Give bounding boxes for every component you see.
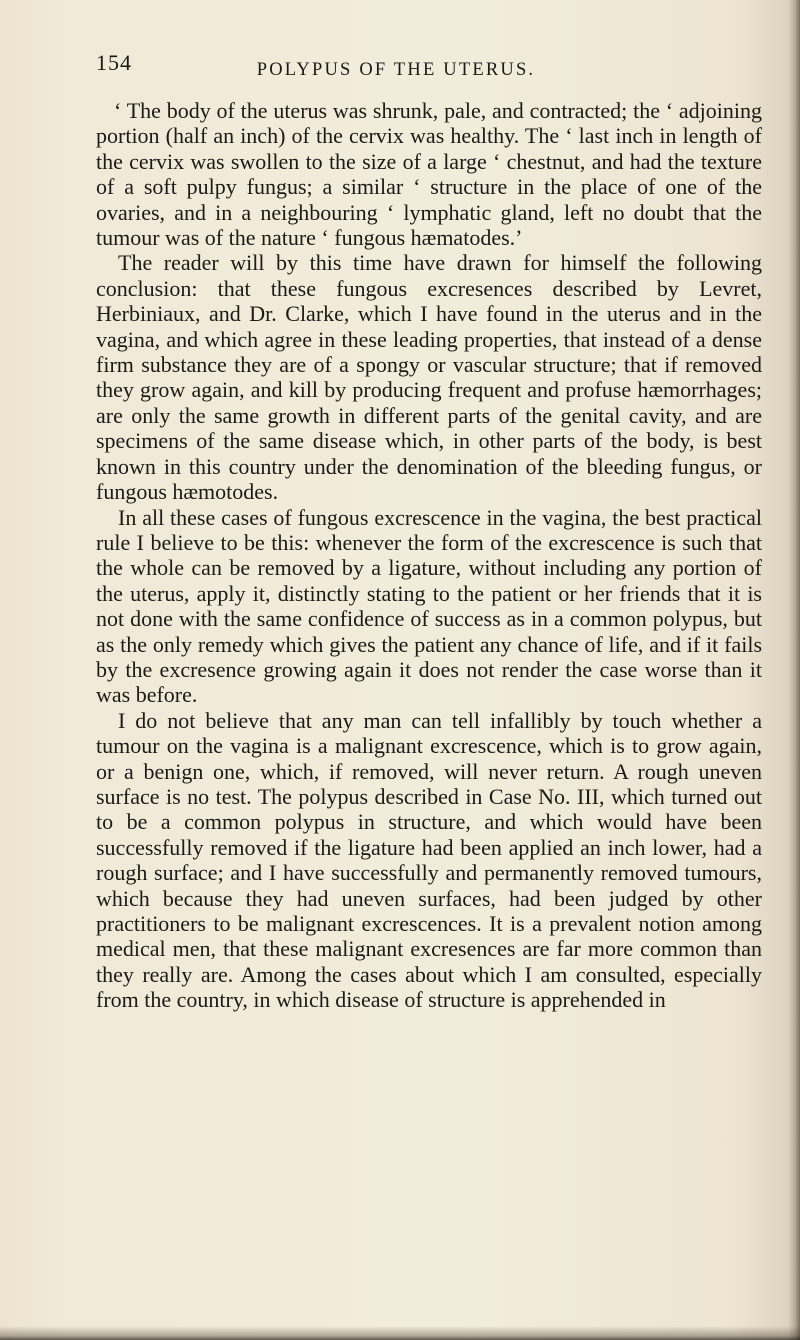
paragraph: The reader will by this time have drawn for himself the following conclusion: that these fungous excresences described by Levret, Herbiniaux, and Dr. Clarke, which I have found in the uterus and in the vagina, and which agree in these leading properties, that instead of a dense firm substance they are of a spongy or vascular structure; that if removed they grow again, and kill by producing frequent and profuse hæmorrhages; are only the same growth in different parts of the genital cavity, and are specimens of the same disease which, in other parts of the body, is best known in this country under the denomination of the bleeding fungus, or fungous hæmotodes. bbox=[96, 250, 762, 505]
body-text bbox=[96, 98, 762, 1013]
page-number: 154 bbox=[96, 50, 132, 75]
running-head: POLYPUS OF THE UTERUS. bbox=[256, 60, 536, 80]
paragraph: I do not believe that any man can tell infallibly by touch whether a tumour on the vagina is a malignant excrescence, which is to grow again, or a benign one, which, if removed, will never return. A rough uneven surface is no test. The polypus described in Case No. III, which turned out to be a common polypus in structure, and which would have been successfully removed if the ligature had been applied an inch lower, had a rough surface; and I have successfully and permanently removed tumours, which because they had uneven surfaces, had been judged by other practitioners to be malignant excrescences. It is a prevalent notion among medical men, that these malignant excresences are far more common than they really are. Among the cases about which I am consulted, especially from the country, in which disease of structure is apprehended in bbox=[96, 707, 762, 1013]
page-bottom-shadow bbox=[0, 1326, 800, 1340]
page-edge-shadow bbox=[788, 0, 800, 1340]
paragraph: In all these cases of fungous excrescence in the vagina, the best practical rule I believe to be this: whenever the form of the excrescence is such that the whole can be removed by a ligature, without including any portion of the uterus, apply it, distinctly stating to the patient or her friends that it is not done with the same confidence of success as in a common polypus, but as the only remedy which gives the patient any chance of life, and if it fails by the excresence growing again it does not render the case worse than it was before. bbox=[96, 504, 762, 708]
page-header bbox=[96, 50, 786, 84]
quoted-paragraph: ‘ The body of the uterus was shrunk, pale, and contracted; the ‘ adjoining portion (half an inch) of the cervix was healthy. The ‘ last inch in length of the cervix was swollen to the size of a large ‘ chestnut, and had the texture of a soft pulpy fungus; a similar ‘ structure in the place of one of the ovaries, and in a neighbouring ‘ lymphatic gland, left no doubt that the tumour was of the nature ‘ fungous hæmatodes.’ bbox=[96, 98, 762, 251]
